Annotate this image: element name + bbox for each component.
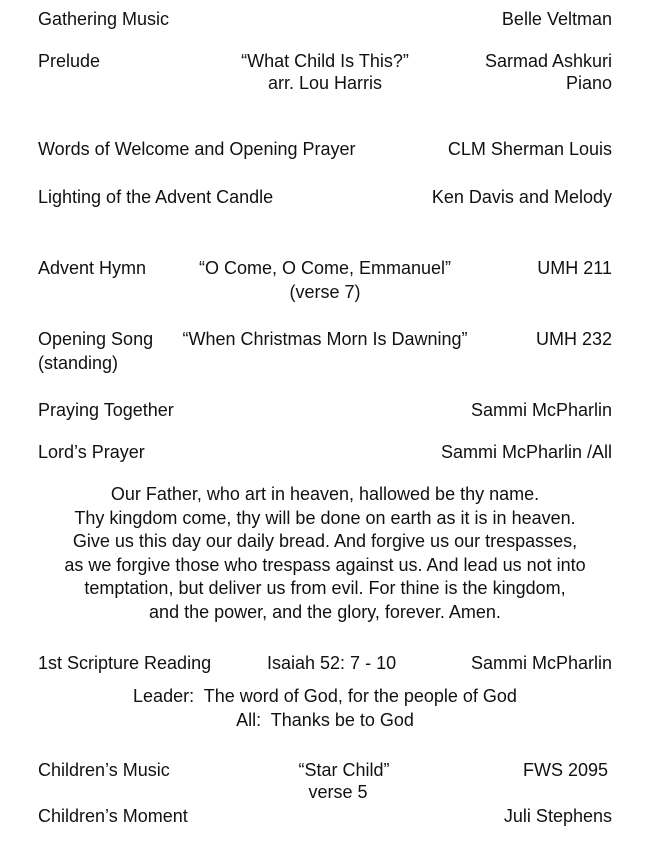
opening-song-label: Opening Song: [38, 329, 154, 349]
lords-prayer-label: Lord’s Prayer: [38, 442, 145, 462]
response-leader-line: Leader: The word of God, for the people of God: [133, 686, 517, 706]
advent-hymn-label: Advent Hymn: [38, 258, 147, 278]
prayer-line: temptation, but deliver us from evil. For thine is the kingdom,: [84, 578, 566, 599]
prayer-line: and the power, and the glory, forever. Amen.: [149, 601, 501, 622]
advent-candle-leader: Ken Davis and Melody: [431, 187, 612, 207]
opening-song-title: “When Christmas Morn Is Dawning”: [182, 329, 468, 349]
prelude-title: “What Child Is This?”: [241, 51, 409, 71]
childrens-music-ref: FWS 2095: [522, 760, 608, 780]
prayer-line: Thy kingdom come, thy will be done on earth as it is in heaven.: [74, 507, 576, 528]
welcome-label: Words of Welcome and Opening Prayer: [38, 139, 356, 159]
advent-candle-label: Lighting of the Advent Candle: [38, 187, 274, 207]
scripture-passage: Isaiah 52: 7 - 10: [267, 653, 397, 673]
childrens-music-label: Children’s Music: [38, 760, 170, 780]
prelude-instrument: Piano: [565, 73, 612, 93]
welcome-leader: CLM Sherman Louis: [447, 139, 612, 159]
response-all-line: All: Thanks be to God: [236, 709, 414, 730]
prelude-arranger: arr. Lou Harris: [267, 73, 383, 93]
scripture-reading-label: 1st Scripture Reading: [38, 653, 212, 673]
scripture-reader: Sammi McPharlin: [470, 653, 612, 673]
prayer-line: Our Father, who art in heaven, hallowed be thy name.: [110, 484, 540, 504]
opening-song-ref: UMH 232: [535, 329, 612, 349]
advent-hymn-note: (verse 7): [289, 282, 361, 302]
advent-hymn-title: “O Come, O Come, Emmanuel”: [198, 258, 452, 278]
advent-hymn-ref: UMH 211: [537, 258, 612, 278]
prayer-line: as we forgive those who trespass against us. And lead us not into: [64, 554, 586, 575]
prelude-label: Prelude: [38, 51, 101, 71]
scripture-response: [0, 685, 650, 732]
childrens-music-title: “Star Child”: [298, 760, 390, 780]
opening-song-posture: (standing): [38, 353, 119, 373]
gathering-music-label: Gathering Music: [38, 9, 170, 29]
childrens-moment-label: Children’s Moment: [38, 806, 188, 826]
prayer-line: Give us this day our daily bread. And forgive us our trespasses,: [72, 531, 578, 552]
lords-prayer-text: [0, 483, 650, 625]
childrens-moment-leader: Juli Stephens: [503, 806, 612, 826]
prelude-performer: Sarmad Ashkuri: [484, 51, 612, 71]
praying-together-leader: Sammi McPharlin: [470, 400, 612, 420]
praying-together-label: Praying Together: [38, 400, 174, 420]
lords-prayer-leader: Sammi McPharlin /All: [440, 442, 612, 462]
gathering-music-performer: Belle Veltman: [501, 9, 612, 29]
childrens-music-note: verse 5: [308, 782, 368, 802]
